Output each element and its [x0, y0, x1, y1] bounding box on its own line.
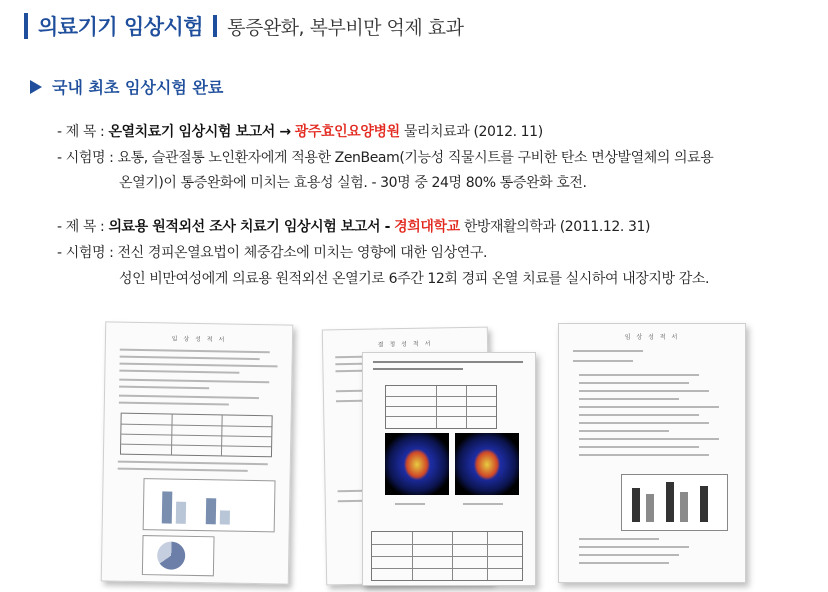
- document-1-pie-chart: [142, 535, 215, 576]
- header-divider: [213, 15, 217, 37]
- triangle-bullet-icon: [30, 80, 42, 94]
- header-accent-bar: [24, 13, 28, 39]
- trial-1-details-label: - 시험명 :: [57, 150, 114, 166]
- section-title: 국내 최초 임상시험 완료: [52, 78, 224, 97]
- trial-1-title: 온열치료기 임상시험 보고서 →: [108, 124, 291, 140]
- document-1-heading: 임 상 성 적 서: [171, 335, 227, 344]
- trial-2-subject-label: - 제 목 :: [57, 219, 105, 235]
- page-header: [24, 10, 464, 42]
- trial-1-details-text-1: 요통, 슬관절통 노인환자에게 적용한 ZenBeam(기능성 직물시트를 구비한 탄소 면상발열체의 의료용: [117, 150, 714, 166]
- trial-2-subject-line: [57, 216, 650, 236]
- trial-2-title: 의료용 원적외선 조사 치료기 임상시험 보고서 -: [108, 219, 391, 235]
- ct-scan-image-after: [455, 433, 519, 495]
- page-subtitle: 통증완화, 복부비만 억제 효과: [227, 16, 464, 39]
- trial-2-details-line: [57, 242, 487, 262]
- document-3-heading: 임 상 성 적 서: [624, 334, 680, 341]
- document-2-heading: 결 정 성 적 서: [377, 340, 433, 349]
- document-thumbnail-1: [101, 321, 294, 584]
- ct-scan-image-before: [385, 433, 449, 495]
- document-1-table: [120, 413, 273, 458]
- document-1-bar-chart: [143, 478, 276, 532]
- trial-1-subject-line: [57, 121, 543, 141]
- document-2-table: [385, 385, 497, 429]
- trial-2-details-label: - 시험명 :: [57, 245, 114, 261]
- trial-2-institution: 경희대학교: [394, 219, 460, 235]
- trial-2-department: 한방재활의학과 (2011.12. 31): [463, 219, 651, 235]
- document-thumbnail-3: [558, 323, 746, 583]
- trial-1-institution: 광주효인요양병원: [294, 124, 400, 140]
- trial-1-department: 물리치료과 (2012. 11): [403, 124, 543, 140]
- page-title: 의료기기 임상시험: [38, 15, 204, 39]
- trial-2-details-text-1: 전신 경피온열요법이 체중감소에 미치는 영향에 대한 임상연구.: [117, 245, 488, 261]
- trial-2-details-text-2: 성인 비만여성에게 의료용 원적외선 온열기로 6주간 12회 경피 온열 치료를 실시하여 내장지방 감소.: [119, 271, 710, 287]
- section-heading: [30, 75, 223, 98]
- document-3-bar-chart: [621, 474, 728, 531]
- trial-1-subject-label: - 제 목 :: [57, 124, 105, 140]
- trial-1-details-line: [57, 147, 713, 167]
- trial-1-details-text-2: 온열기)이 통증완화에 미치는 효용성 실험. - 30명 중 24명 80% 통증완화 호전.: [119, 175, 587, 191]
- document-2-results-table: [371, 531, 523, 581]
- document-thumbnail-2-results: [362, 352, 536, 586]
